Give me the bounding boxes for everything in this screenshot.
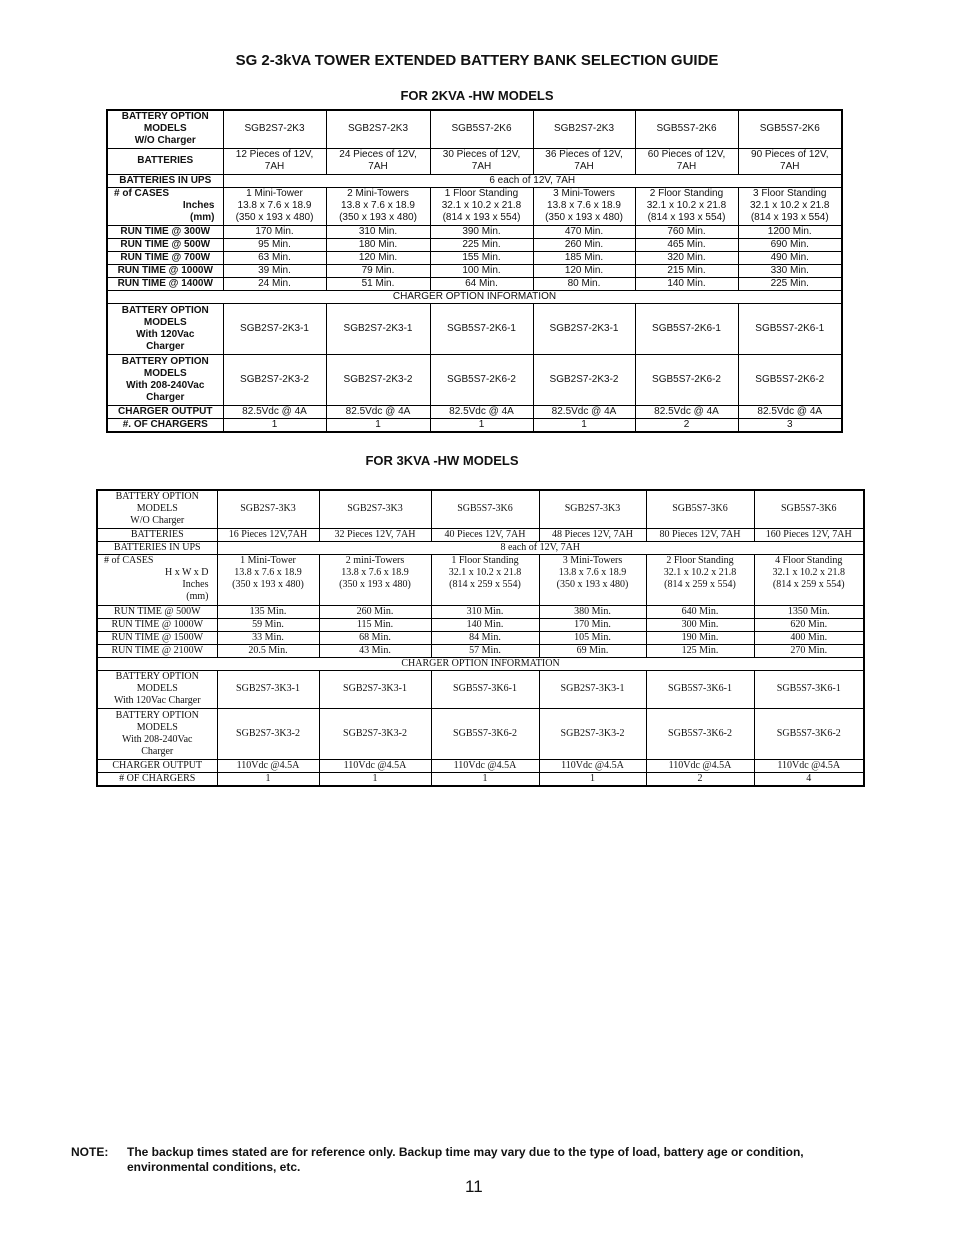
table-row <box>107 354 842 405</box>
note-text: The backup times stated are for reference only. Backup time may vary due to the type of load, battery age or condition, environmental conditions, etc. <box>127 1145 804 1174</box>
row-label: RUN TIME @ 1000W <box>107 264 223 277</box>
note-label: NOTE: <box>71 1145 109 1159</box>
table-cell: SGB5S7-2K6-1 <box>430 303 533 354</box>
table-cell: 1 <box>319 772 431 786</box>
table-cell: SGB5S7-3K6 <box>754 490 864 528</box>
table-cell: 82.5Vdc @ 4A <box>223 405 326 418</box>
table-row <box>97 554 864 605</box>
table-cell: 1 Floor Standing 32.1 x 10.2 x 21.8 (814 x 259 x 554) <box>431 554 539 605</box>
table-cell: SGB5S7-2K6 <box>430 110 533 148</box>
table-row <box>107 303 842 354</box>
table-cell: SGB2S7-2K3-1 <box>533 303 635 354</box>
row-label: BATTERIES <box>107 148 223 174</box>
table-cell: 51 Min. <box>326 277 430 290</box>
table-cell: 1 Mini-Tower 13.8 x 7.6 x 18.9 (350 x 193 x 480) <box>223 187 326 225</box>
table-row <box>97 644 864 657</box>
table-cell: SGB5S7-3K6-1 <box>646 670 754 708</box>
row-label: BATTERY OPTION MODELS W/O Charger <box>107 110 223 148</box>
row-label: RUN TIME @ 700W <box>107 251 223 264</box>
page-title: SG 2-3kVA TOWER EXTENDED BATTERY BANK SELECTION GUIDE <box>235 52 719 69</box>
table-cell: SGB2S7-2K3-2 <box>326 354 430 405</box>
table-row <box>97 772 864 786</box>
table-cell: 120 Min. <box>533 264 635 277</box>
page-number: 11 <box>465 1177 483 1196</box>
table-cell: 140 Min. <box>635 277 738 290</box>
table-cell: SGB5S7-2K6 <box>738 110 842 148</box>
table-cell: 2 mini-Towers 13.8 x 7.6 x 18.9 (350 x 193 x 480) <box>319 554 431 605</box>
table-cell: 170 Min. <box>539 618 646 631</box>
table-cell: 170 Min. <box>223 225 326 238</box>
table-cell: SGB5S7-3K6 <box>431 490 539 528</box>
table-cell: 225 Min. <box>738 277 842 290</box>
table-cell: 190 Min. <box>646 631 754 644</box>
table-cell: 640 Min. <box>646 605 754 618</box>
table-cell: SGB2S7-2K3-2 <box>223 354 326 405</box>
table-cell: 12 Pieces of 12V, 7AH <box>223 148 326 174</box>
table-cell: 24 Min. <box>223 277 326 290</box>
table-cell: 3 Mini-Towers 13.8 x 7.6 x 18.9 (350 x 193 x 480) <box>539 554 646 605</box>
table-row <box>97 528 864 541</box>
row-label: BATTERY OPTION MODELS With 120Vac Charger <box>107 303 223 354</box>
table-cell: SGB5S7-3K6-2 <box>431 708 539 759</box>
row-label: BATTERY OPTION MODELS With 208-240Vac Charger <box>97 708 217 759</box>
table-cell: 57 Min. <box>431 644 539 657</box>
table-cell: SGB2S7-3K3-1 <box>319 670 431 708</box>
table-cell: 40 Pieces 12V, 7AH <box>431 528 539 541</box>
table-cell: 110Vdc @4.5A <box>431 759 539 772</box>
table-cell: 82.5Vdc @ 4A <box>533 405 635 418</box>
table-row <box>107 405 842 418</box>
table-cell: 59 Min. <box>217 618 319 631</box>
row-label: BATTERY OPTION MODELS W/O Charger <box>97 490 217 528</box>
row-label: RUN TIME @ 2100W <box>97 644 217 657</box>
table-cell: 1 Floor Standing 32.1 x 10.2 x 21.8 (814 x 193 x 554) <box>430 187 533 225</box>
table-cell: SGB5S7-2K6-2 <box>635 354 738 405</box>
row-label: RUN TIME @ 1500W <box>97 631 217 644</box>
table-cell: SGB5S7-3K6-2 <box>646 708 754 759</box>
table-cell: 1200 Min. <box>738 225 842 238</box>
table-cell: 690 Min. <box>738 238 842 251</box>
table-cell: 465 Min. <box>635 238 738 251</box>
table-cell: 390 Min. <box>430 225 533 238</box>
table-cell: 60 Pieces of 12V, 7AH <box>635 148 738 174</box>
table-cell: 95 Min. <box>223 238 326 251</box>
table-row <box>107 148 842 174</box>
table-cell: 80 Min. <box>533 277 635 290</box>
table-row <box>107 174 842 187</box>
table-cell: 490 Min. <box>738 251 842 264</box>
table-cell: 2 <box>635 418 738 432</box>
table-cell: SGB2S7-2K3 <box>223 110 326 148</box>
table-row <box>107 290 842 303</box>
table-cell: 330 Min. <box>738 264 842 277</box>
table-cell: 2 <box>646 772 754 786</box>
table-cell: SGB5S7-2K6-1 <box>635 303 738 354</box>
table-row <box>97 605 864 618</box>
table-cell: 310 Min. <box>431 605 539 618</box>
table-cell: SGB5S7-2K6-2 <box>738 354 842 405</box>
table-cell: 80 Pieces 12V, 7AH <box>646 528 754 541</box>
table-cell: 39 Min. <box>223 264 326 277</box>
table-cell: 1 <box>533 418 635 432</box>
table-cell: 43 Min. <box>319 644 431 657</box>
table-cell: 110Vdc @4.5A <box>217 759 319 772</box>
row-label: RUN TIME @ 1400W <box>107 277 223 290</box>
table-cell: 225 Min. <box>430 238 533 251</box>
table-cell: 63 Min. <box>223 251 326 264</box>
table-cell: 1 <box>431 772 539 786</box>
table-cell: 24 Pieces of 12V, 7AH <box>326 148 430 174</box>
table-cell: 30 Pieces of 12V, 7AH <box>430 148 533 174</box>
table-cell: 110Vdc @4.5A <box>754 759 864 772</box>
table-cell: 1 <box>430 418 533 432</box>
row-label: RUN TIME @ 1000W <box>97 618 217 631</box>
table-cell: 1350 Min. <box>754 605 864 618</box>
table-cell: 82.5Vdc @ 4A <box>326 405 430 418</box>
table-cell: 300 Min. <box>646 618 754 631</box>
table-row <box>97 541 864 554</box>
table-cell: SGB5S7-3K6-1 <box>754 670 864 708</box>
table-cell: 33 Min. <box>217 631 319 644</box>
table-cell: 82.5Vdc @ 4A <box>635 405 738 418</box>
table-cell: 32 Pieces 12V, 7AH <box>319 528 431 541</box>
table-cell: SGB2S7-3K3-1 <box>217 670 319 708</box>
table-cell: 79 Min. <box>326 264 430 277</box>
table-cell: 110Vdc @4.5A <box>539 759 646 772</box>
table-cell: SGB5S7-2K6-1 <box>738 303 842 354</box>
table-cell: 115 Min. <box>319 618 431 631</box>
table-cell: 1 <box>217 772 319 786</box>
table-cell: 3 <box>738 418 842 432</box>
table-2kva-heading: FOR 2KVA -HW MODELS <box>400 88 554 103</box>
table-cell: 100 Min. <box>430 264 533 277</box>
row-label: CHARGER OUTPUT <box>97 759 217 772</box>
table-cell: 620 Min. <box>754 618 864 631</box>
table-cell: 4 <box>754 772 864 786</box>
table-cell: SGB2S7-3K3 <box>319 490 431 528</box>
table-cell: 8 each of 12V, 7AH <box>217 541 864 554</box>
row-label: BATTERIES <box>97 528 217 541</box>
table-cell: 180 Min. <box>326 238 430 251</box>
table-cell: SGB2S7-2K3 <box>326 110 430 148</box>
table-cell: 82.5Vdc @ 4A <box>430 405 533 418</box>
table-cell: 90 Pieces of 12V, 7AH <box>738 148 842 174</box>
table-cell: 2 Floor Standing 32.1 x 10.2 x 21.8 (814 x 259 x 554) <box>646 554 754 605</box>
table-cell: SGB5S7-3K6-2 <box>754 708 864 759</box>
table-cell: 270 Min. <box>754 644 864 657</box>
table-row <box>97 631 864 644</box>
table-2kva <box>106 109 843 433</box>
row-label: BATTERIES IN UPS <box>97 541 217 554</box>
table-cell: SGB2S7-3K3 <box>217 490 319 528</box>
table-cell: 310 Min. <box>326 225 430 238</box>
table-cell: SGB2S7-3K3 <box>539 490 646 528</box>
row-label: RUN TIME @ 500W <box>107 238 223 251</box>
table-cell: 120 Min. <box>326 251 430 264</box>
row-label: #. OF CHARGERS <box>107 418 223 432</box>
row-label: CHARGER OUTPUT <box>107 405 223 418</box>
table-cell: SGB5S7-3K6 <box>646 490 754 528</box>
table-cell: SGB2S7-3K3-2 <box>319 708 431 759</box>
table-cell: 160 Pieces 12V, 7AH <box>754 528 864 541</box>
table-cell: SGB2S7-3K3-1 <box>539 670 646 708</box>
table-row <box>107 418 842 432</box>
table-cell: 135 Min. <box>217 605 319 618</box>
row-label: BATTERY OPTION MODELS With 208-240Vac Charger <box>107 354 223 405</box>
table-cell: 16 Pieces 12V,7AH <box>217 528 319 541</box>
table-row <box>107 251 842 264</box>
table-cell: 260 Min. <box>533 238 635 251</box>
table-cell: 48 Pieces 12V, 7AH <box>539 528 646 541</box>
table-cell: 2 Floor Standing 32.1 x 10.2 x 21.8 (814 x 193 x 554) <box>635 187 738 225</box>
table-row <box>107 264 842 277</box>
table-cell: 1 <box>326 418 430 432</box>
table-cell: 105 Min. <box>539 631 646 644</box>
table-cell: 68 Min. <box>319 631 431 644</box>
table-cell: 155 Min. <box>430 251 533 264</box>
row-label: RUN TIME @ 500W <box>97 605 217 618</box>
table-cell: 320 Min. <box>635 251 738 264</box>
table-row <box>107 110 842 148</box>
table-row <box>97 618 864 631</box>
table-cell: 64 Min. <box>430 277 533 290</box>
table-cell: 110Vdc @4.5A <box>319 759 431 772</box>
table-cell: 4 Floor Standing 32.1 x 10.2 x 21.8 (814 x 259 x 554) <box>754 554 864 605</box>
row-label: # of CASES H x W x D Inches (mm) <box>97 554 217 605</box>
charger-info-header: CHARGER OPTION INFORMATION <box>97 657 864 670</box>
table-cell: SGB2S7-2K3 <box>533 110 635 148</box>
table-row <box>97 759 864 772</box>
table-cell: 185 Min. <box>533 251 635 264</box>
table-row <box>107 187 842 225</box>
table-cell: 140 Min. <box>431 618 539 631</box>
table-cell: 110Vdc @4.5A <box>646 759 754 772</box>
table-cell: 36 Pieces of 12V, 7AH <box>533 148 635 174</box>
table-cell: SGB2S7-2K3-1 <box>223 303 326 354</box>
charger-info-header: CHARGER OPTION INFORMATION <box>107 290 842 303</box>
table-row <box>107 277 842 290</box>
table-cell: 260 Min. <box>319 605 431 618</box>
table-cell: 1 Mini-Tower 13.8 x 7.6 x 18.9 (350 x 193 x 480) <box>217 554 319 605</box>
table-3kva <box>96 489 865 787</box>
table-3kva-heading: FOR 3KVA -HW MODELS <box>365 453 519 468</box>
row-label: RUN TIME @ 300W <box>107 225 223 238</box>
table-row <box>97 708 864 759</box>
table-cell: 69 Min. <box>539 644 646 657</box>
table-cell: 3 Mini-Towers 13.8 x 7.6 x 18.9 (350 x 193 x 480) <box>533 187 635 225</box>
table-cell: 20.5 Min. <box>217 644 319 657</box>
table-row <box>107 238 842 251</box>
row-label: BATTERIES IN UPS <box>107 174 223 187</box>
table-cell: 470 Min. <box>533 225 635 238</box>
table-cell: SGB5S7-3K6-1 <box>431 670 539 708</box>
table-cell: 1 <box>223 418 326 432</box>
row-label: BATTERY OPTION MODELS With 120Vac Charger <box>97 670 217 708</box>
table-cell: SGB5S7-2K6-2 <box>430 354 533 405</box>
table-cell: 82.5Vdc @ 4A <box>738 405 842 418</box>
table-cell: 380 Min. <box>539 605 646 618</box>
table-cell: SGB2S7-2K3-1 <box>326 303 430 354</box>
table-row <box>97 490 864 528</box>
row-label: # of CASES Inches (mm) <box>107 187 223 225</box>
table-cell: SGB5S7-2K6 <box>635 110 738 148</box>
table-cell: 3 Floor Standing 32.1 x 10.2 x 21.8 (814 x 193 x 554) <box>738 187 842 225</box>
table-row <box>107 225 842 238</box>
table-cell: 84 Min. <box>431 631 539 644</box>
table-cell: SGB2S7-3K3-2 <box>217 708 319 759</box>
table-cell: 125 Min. <box>646 644 754 657</box>
table-cell: 215 Min. <box>635 264 738 277</box>
table-cell: SGB2S7-2K3-2 <box>533 354 635 405</box>
table-cell: 1 <box>539 772 646 786</box>
row-label: # OF CHARGERS <box>97 772 217 786</box>
table-cell: 2 Mini-Towers 13.8 x 7.6 x 18.9 (350 x 193 x 480) <box>326 187 430 225</box>
table-row <box>97 657 864 670</box>
table-cell: 6 each of 12V, 7AH <box>223 174 842 187</box>
table-row <box>97 670 864 708</box>
table-cell: 400 Min. <box>754 631 864 644</box>
table-cell: 760 Min. <box>635 225 738 238</box>
table-cell: SGB2S7-3K3-2 <box>539 708 646 759</box>
